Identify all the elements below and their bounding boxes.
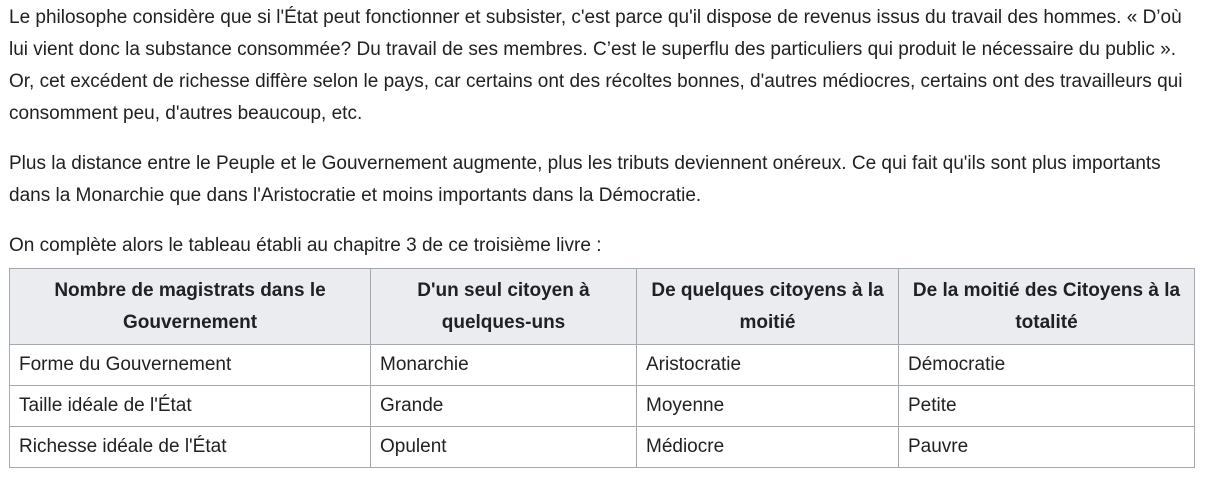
table-cell: Forme du Gouvernement <box>10 345 371 386</box>
table-header-row <box>10 269 1195 345</box>
table-row <box>10 386 1195 427</box>
paragraph-revenus: Le philosophe considère que si l'État peut fonctionner et subsister, c'est parce qu'il dispose de revenus issus du travail des hommes. « D’où lui vient donc la substance consommée? Du travail de ses membres. C’est le superflu des particuliers qui produit le nécessaire du public ». Or, cet excédent de richesse diffère selon le pays, car certains ont des récoltes bonnes, d'autres médiocres, certains ont des travailleurs qui consomment peu, d'autres beaucoup, etc. <box>9 7 1183 124</box>
table-cell: Richesse idéale de l'État <box>10 427 371 468</box>
table-cell: Pauvre <box>899 427 1195 468</box>
table-cell: Aristocratie <box>637 345 899 386</box>
table-cell: Démocratie <box>899 345 1195 386</box>
paragraph-distance: Plus la distance entre le Peuple et le Gouvernement augmente, plus les tributs deviennent onéreux. Ce qui fait qu'ils sont plus importants dans la Monarchie que dans l'Aristocratie et moins importants dans la Démocratie. <box>9 153 1161 206</box>
paragraph-tableau-intro: On complète alors le tableau établi au chapitre 3 de ce troisième livre : <box>9 235 602 256</box>
table-header-cell: Nombre de magistrats dans le Gouvernement <box>10 269 371 345</box>
table-header-cell: De quelques citoyens à la moitié <box>637 269 899 345</box>
table-header-cell: D'un seul citoyen à quelques-uns <box>371 269 637 345</box>
table-row <box>10 345 1195 386</box>
table-row <box>10 427 1195 468</box>
table-cell: Moyenne <box>637 386 899 427</box>
table-header-cell: De la moitié des Citoyens à la totalité <box>899 269 1195 345</box>
table-cell: Médiocre <box>637 427 899 468</box>
government-table <box>9 268 1195 468</box>
table-cell: Grande <box>371 386 637 427</box>
table-cell: Opulent <box>371 427 637 468</box>
table-cell: Monarchie <box>371 345 637 386</box>
table-cell: Taille idéale de l'État <box>10 386 371 427</box>
table-cell: Petite <box>899 386 1195 427</box>
